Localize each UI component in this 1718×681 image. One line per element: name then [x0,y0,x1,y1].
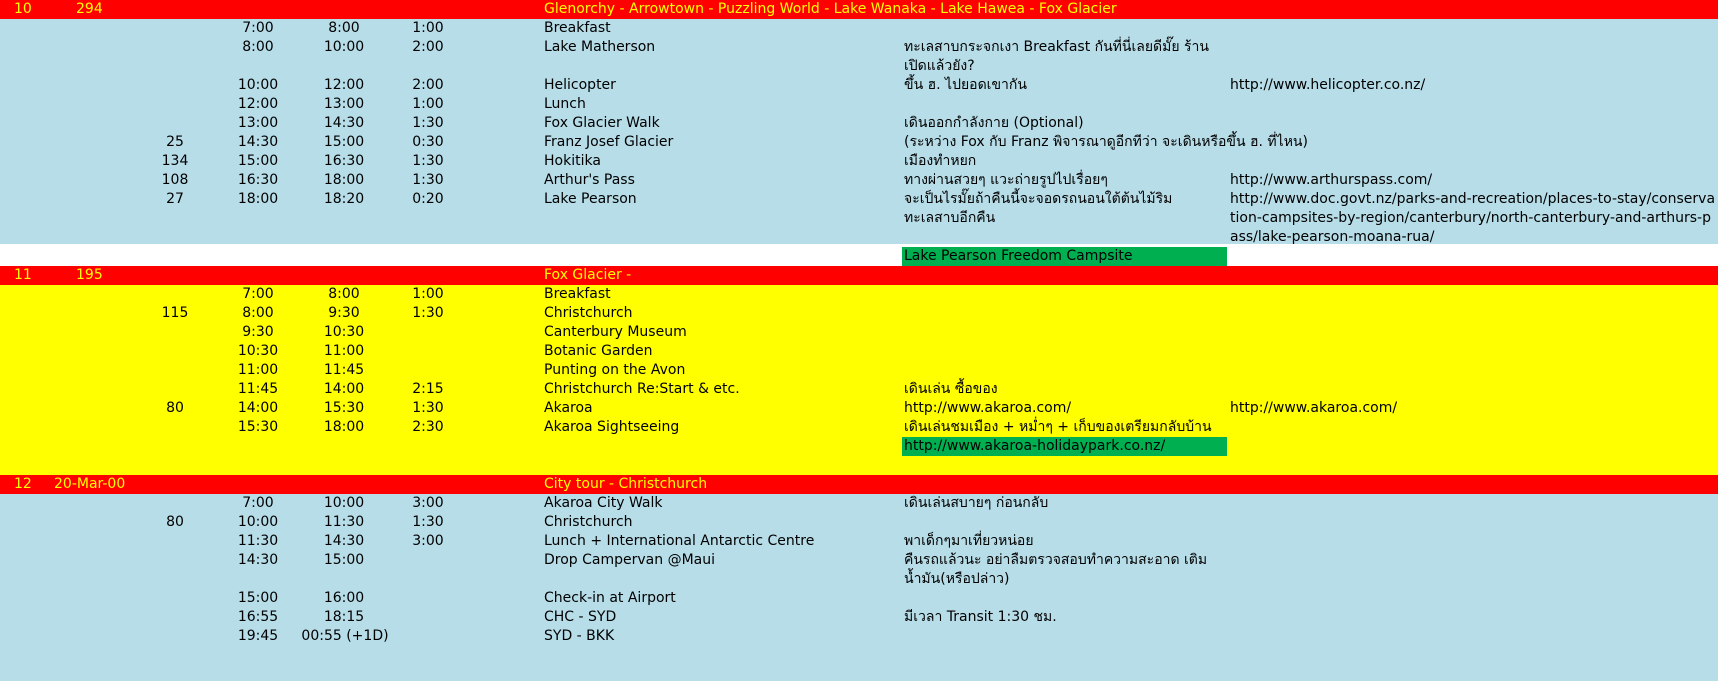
place[interactable]: Fox Glacier Walk [544,115,660,131]
place[interactable]: Lunch + International Antarctic Centre [544,533,815,549]
end-time[interactable]: 12:00 [323,77,365,93]
duration[interactable]: 2:30 [412,419,444,435]
place[interactable]: Canterbury Museum [544,324,687,340]
end-time[interactable]: 11:00 [323,343,365,359]
start-time[interactable]: 15:30 [237,419,279,435]
place[interactable]: Christchurch [544,514,633,530]
start-time[interactable]: 14:30 [237,134,279,150]
duration[interactable]: 1:30 [412,153,444,169]
note[interactable]: คืนรถแล้วนะ อย่าลืมตรวจสอบทำความสะอาด เติมน้ำมัน(หรือปล่าว) [904,552,1208,587]
start-time[interactable]: 18:00 [237,191,279,207]
start-time[interactable]: 7:00 [242,286,274,302]
start-time[interactable]: 10:00 [237,514,279,530]
place[interactable]: Lake Pearson [544,191,637,207]
place[interactable]: Christchurch Re:Start & etc. [544,381,740,397]
distance-km[interactable]: 115 [161,305,189,321]
start-time[interactable]: 11:00 [237,362,279,378]
day-block-12 [0,475,1718,681]
day-header[interactable] [0,0,1718,19]
start-time[interactable]: 11:30 [237,533,279,549]
end-time[interactable]: 14:30 [323,115,365,131]
end-time[interactable]: 18:00 [323,419,365,435]
day-distance[interactable]: 20-Mar-00 [54,476,126,492]
link[interactable]: http://www.arthurspass.com/ [1230,172,1433,188]
duration[interactable]: 2:15 [412,381,444,397]
duration[interactable]: 1:00 [412,286,444,302]
day-route[interactable]: Glenorchy - Arrowtown - Puzzling World - Lake Wanaka - Lake Hawea - Fox Glacier [544,1,1117,17]
duration[interactable]: 3:00 [412,533,444,549]
start-time[interactable]: 11:45 [237,381,279,397]
place[interactable]: CHC - SYD [544,609,617,625]
day-number[interactable]: 11 [14,267,32,283]
link[interactable]: http://www.helicopter.co.nz/ [1230,77,1426,93]
end-time[interactable]: 13:00 [323,96,365,112]
distance-km[interactable]: 134 [161,153,189,169]
note[interactable]: จะเป็นไรมั๊ยถ้าคืนนี้จะจอดรถนอนใต้ต้นไม้ริมทะเลสาบอีกคืน [904,191,1173,226]
end-time[interactable]: 15:30 [323,400,365,416]
end-time[interactable]: 15:00 [323,552,365,568]
end-time[interactable]: 14:00 [323,381,365,397]
start-time[interactable]: 15:00 [237,153,279,169]
place[interactable]: Drop Campervan @Maui [544,552,715,568]
duration[interactable]: 2:00 [412,77,444,93]
note[interactable]: มีเวลา Transit 1:30 ชม. [904,609,1057,625]
day-header[interactable] [0,475,1718,494]
day-block-10 [0,0,1718,264]
end-time[interactable]: 10:30 [323,324,365,340]
start-time[interactable]: 16:30 [237,172,279,188]
note[interactable]: ขึ้น ฮ. ไปยอดเขากัน [904,77,1027,93]
place[interactable]: Breakfast [544,286,611,302]
start-time[interactable]: 15:00 [237,590,279,606]
note[interactable]: เดินเล่น ซื้อของ [904,381,998,397]
duration[interactable]: 1:30 [412,514,444,530]
duration[interactable]: 2:00 [412,39,444,55]
end-time[interactable]: 11:45 [323,362,365,378]
campsite[interactable]: http://www.akaroa-holidaypark.co.nz/ [904,438,1166,454]
note[interactable]: เดินเล่นสบายๆ ก่อนกลับ [904,495,1049,511]
start-time[interactable]: 7:00 [242,495,274,511]
place[interactable]: Akaroa Sightseeing [544,419,680,435]
distance-km[interactable]: 108 [161,172,189,188]
place[interactable]: Christchurch [544,305,633,321]
note[interactable]: เดินเล่นชมเมือง + หม่ำๆ + เก็บของเตรียมกลับบ้าน [904,419,1212,435]
end-time[interactable]: 8:00 [328,286,360,302]
end-time[interactable]: 16:30 [323,153,365,169]
place[interactable]: Check-in at Airport [544,590,676,606]
duration[interactable]: 0:20 [412,191,444,207]
duration[interactable]: 1:00 [412,96,444,112]
campsite[interactable]: Lake Pearson Freedom Campsite [904,248,1133,264]
start-time[interactable]: 16:55 [237,609,279,625]
place[interactable]: Helicopter [544,77,616,93]
start-time[interactable]: 19:45 [237,628,279,644]
place[interactable]: Breakfast [544,20,611,36]
end-time[interactable]: 14:30 [323,533,365,549]
end-time[interactable]: 10:00 [323,495,365,511]
note[interactable]: พาเด็กๆมาเที่ยวหน่อย [904,533,1034,549]
day-route[interactable]: Fox Glacier - [544,267,632,283]
note[interactable]: ทางผ่านสวยๆ แวะถ่ายรูปไปเรื่อยๆ [904,172,1108,188]
note[interactable]: ทะเลสาบกระจกเงา Breakfast กันที่นี่เลยดีมั๊ย ร้านเปิดแล้วยัง? [904,39,1209,74]
end-time[interactable]: 15:00 [323,134,365,150]
end-time[interactable]: 11:30 [323,514,365,530]
duration[interactable]: 1:30 [412,400,444,416]
duration[interactable]: 3:00 [412,495,444,511]
place[interactable]: Franz Josef Glacier [544,134,674,150]
duration[interactable]: 1:30 [412,305,444,321]
end-time[interactable]: 18:00 [323,172,365,188]
day-number[interactable]: 12 [14,476,32,492]
day-block-11 [0,266,1718,479]
place[interactable]: Lunch [544,96,586,112]
place[interactable]: Punting on the Avon [544,362,686,378]
start-time[interactable]: 8:00 [242,305,274,321]
note[interactable]: (ระหว่าง Fox กับ Franz พิจารณาดูอีกทีว่า จะเดินหรือขึ้น ฮ. ที่ไหน) [904,134,1308,150]
start-time[interactable]: 7:00 [242,20,274,36]
note[interactable]: เดินออกกำลังกาย (Optional) [904,115,1084,131]
duration[interactable]: 1:30 [412,172,444,188]
end-time[interactable]: 8:00 [328,20,360,36]
end-time[interactable]: 16:00 [323,590,365,606]
day-distance[interactable]: 294 [76,1,103,17]
link[interactable]: http://www.doc.govt.nz/parks-and-recreation/places-to-stay/conservation-campsites-by-region/canterbury/north-canterbury-and-arthurs-pass/lake-pearson-moana-rua/ [1230,191,1716,245]
start-time[interactable]: 9:30 [242,324,274,340]
end-time[interactable]: 18:20 [323,191,365,207]
end-time[interactable]: 00:55 (+1D) [301,628,389,644]
distance-km[interactable]: 80 [166,400,184,416]
start-time[interactable]: 14:30 [237,552,279,568]
day-header[interactable] [0,266,1718,285]
place[interactable]: Botanic Garden [544,343,653,359]
link[interactable]: http://www.akaroa.com/ [1230,400,1398,416]
place[interactable]: Akaroa City Walk [544,495,663,511]
day-number[interactable]: 10 [14,1,32,17]
place[interactable]: SYD - BKK [544,628,615,644]
place[interactable]: Arthur's Pass [544,172,635,188]
day-route[interactable]: City tour - Christchurch [544,476,708,492]
start-time[interactable]: 14:00 [237,400,279,416]
place[interactable]: Hokitika [544,153,601,169]
place[interactable]: Lake Matherson [544,39,656,55]
duration[interactable]: 1:00 [412,20,444,36]
start-time[interactable]: 12:00 [237,96,279,112]
start-time[interactable]: 8:00 [242,39,274,55]
place[interactable]: Akaroa [544,400,593,416]
start-time[interactable]: 10:30 [237,343,279,359]
duration[interactable]: 0:30 [412,134,444,150]
start-time[interactable]: 10:00 [237,77,279,93]
start-time[interactable]: 13:00 [237,115,279,131]
end-time[interactable]: 9:30 [328,305,360,321]
distance-km[interactable]: 27 [166,191,184,207]
end-time[interactable]: 18:15 [323,609,365,625]
end-time[interactable]: 10:00 [323,39,365,55]
distance-km[interactable]: 25 [166,134,184,150]
distance-km[interactable]: 80 [166,514,184,530]
note[interactable]: http://www.akaroa.com/ [904,400,1072,416]
day-distance[interactable]: 195 [76,267,103,283]
note[interactable]: เมืองทำหยก [904,153,977,169]
duration[interactable]: 1:30 [412,115,444,131]
